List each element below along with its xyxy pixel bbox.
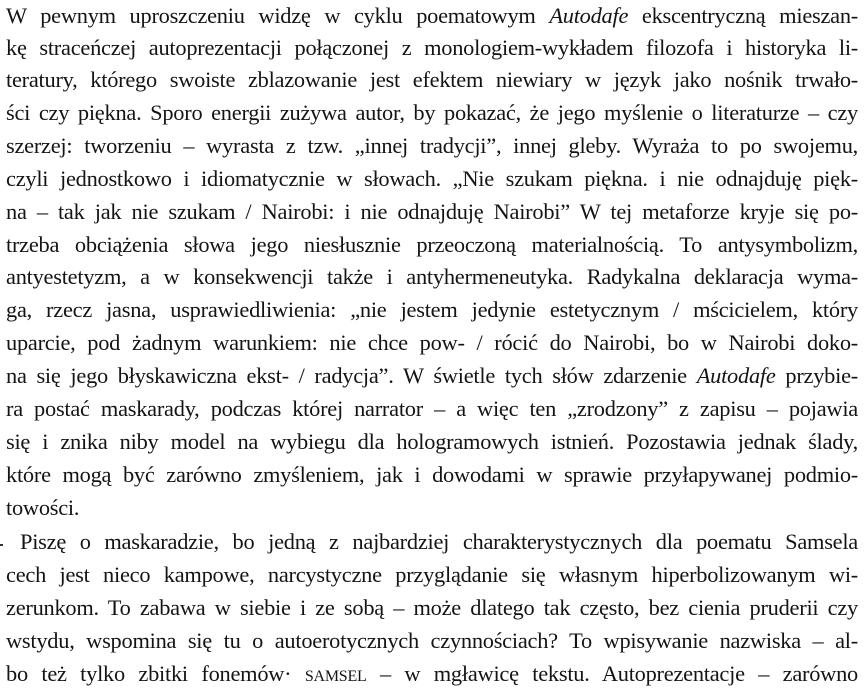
text-line	[6, 294, 858, 326]
text-fragment: czyli jednostkowo i idiomatycznie w słowach. „Nie szukam piękna. i nie odnajduję pięk-	[6, 166, 858, 191]
text-fragment: ga, rzecz jasna, usprawiedliwienia: „nie jestem jedynie estetycznym / mścicielem, który	[6, 297, 858, 322]
text-line	[6, 426, 858, 458]
text-fragment: na – tak jak nie szukam / Nairobi: i nie odnajduję Nairobi” W tej metaforze kryje się po-	[6, 199, 858, 224]
text-fragment: ra postać maskarady, podczas której narrator – a więc ten „zrodzony” z zapisu – pojawia	[6, 396, 858, 421]
text-fragment: które mogą być zarówno zmyśleniem, jak i dowodami w sprawie przyłapywanej podmio-	[6, 462, 858, 487]
text-line	[20, 526, 858, 558]
text-line	[6, 625, 858, 657]
text-line	[6, 32, 858, 64]
text-line	[6, 64, 858, 96]
text-line	[6, 393, 858, 425]
paragraph-mark	[0, 544, 3, 546]
text-line	[6, 559, 858, 591]
text-fragment: przybie-	[775, 363, 858, 388]
text-line	[6, 97, 858, 129]
text-fragment: ekscentryczną mieszan-	[628, 3, 858, 28]
text-fragment: uparcie, pod żadnym warunkiem: nie chce pow- / rócić do Nairobi, bo w Nairobi doko-	[6, 330, 858, 355]
text-fragment: towości.	[6, 495, 80, 520]
text-fragment: bo też tylko zbitki fonemów·	[6, 661, 305, 686]
italic-title: Autodafe	[549, 3, 629, 28]
text-line	[6, 492, 858, 524]
text-fragment: wstydu, wspomina się tu o autoerotycznych czynnościach? To wpisywanie nazwiska – al-	[6, 628, 858, 653]
text-fragment: się i znika niby model na wybiegu dla hologramowych istnień. Pozostawia jednak ślady,	[6, 429, 858, 454]
text-fragment: W pewnym uproszczeniu widzę w cyklu poematowym	[6, 3, 550, 28]
text-fragment: teratury, którego swoiste zblazowanie jest efektem niewiary w język jako nośnik trwało-	[6, 67, 858, 92]
text-line	[6, 327, 858, 359]
text-fragment: – w mgławicę tekstu. Autoprezentacje – zarówno	[366, 661, 858, 686]
italic-title: Autodafe	[696, 363, 776, 388]
text-line	[6, 360, 858, 392]
text-line	[6, 658, 858, 690]
text-line	[6, 459, 858, 491]
text-line	[6, 163, 858, 195]
text-fragment: szerzej: tworzeniu – wyrasta z tzw. „innej tradycji”, innej gleby. Wyraża to po swojemu,	[6, 133, 858, 158]
text-fragment: zerunkom. To zabawa w siebie i ze sobą – może dlatego tak często, bez cienia pruderii czy	[6, 595, 858, 620]
text-fragment: cech jest nieco kampowe, narcystyczne przyglądanie się własnym hiperbolizowanym wi-	[6, 562, 858, 587]
text-line	[6, 592, 858, 624]
text-fragment: na się jego błyskawiczna ekst- / radycja”. W świetle tych słów zdarzenie	[6, 363, 697, 388]
text-line	[6, 0, 858, 32]
text-fragment: ści czy piękna. Sporo energii zużywa autor, by pokazać, że jego myślenie o literaturze – czy	[6, 100, 858, 125]
text-line	[6, 130, 858, 162]
text-line	[6, 229, 858, 261]
text-line	[6, 196, 858, 228]
text-fragment: antyestetyzm, a w konsekwencji także i antyhermeneutyka. Radykalna deklaracja wyma-	[6, 264, 858, 289]
text-fragment: trzeba obciążenia słowa jego niesłusznie przeoczoną materialnością. To antysymbolizm,	[6, 232, 858, 257]
smallcaps-name: samsel	[304, 661, 367, 686]
text-fragment: Piszę o maskaradzie, bo jedną z najbardziej charakterystycznych dla poematu Samsela	[20, 529, 858, 554]
text-line	[6, 261, 858, 293]
text-fragment: kę straceńczej autoprezentacji połączonej z monologiem-wykładem filozofa i historyka li-	[6, 35, 858, 60]
